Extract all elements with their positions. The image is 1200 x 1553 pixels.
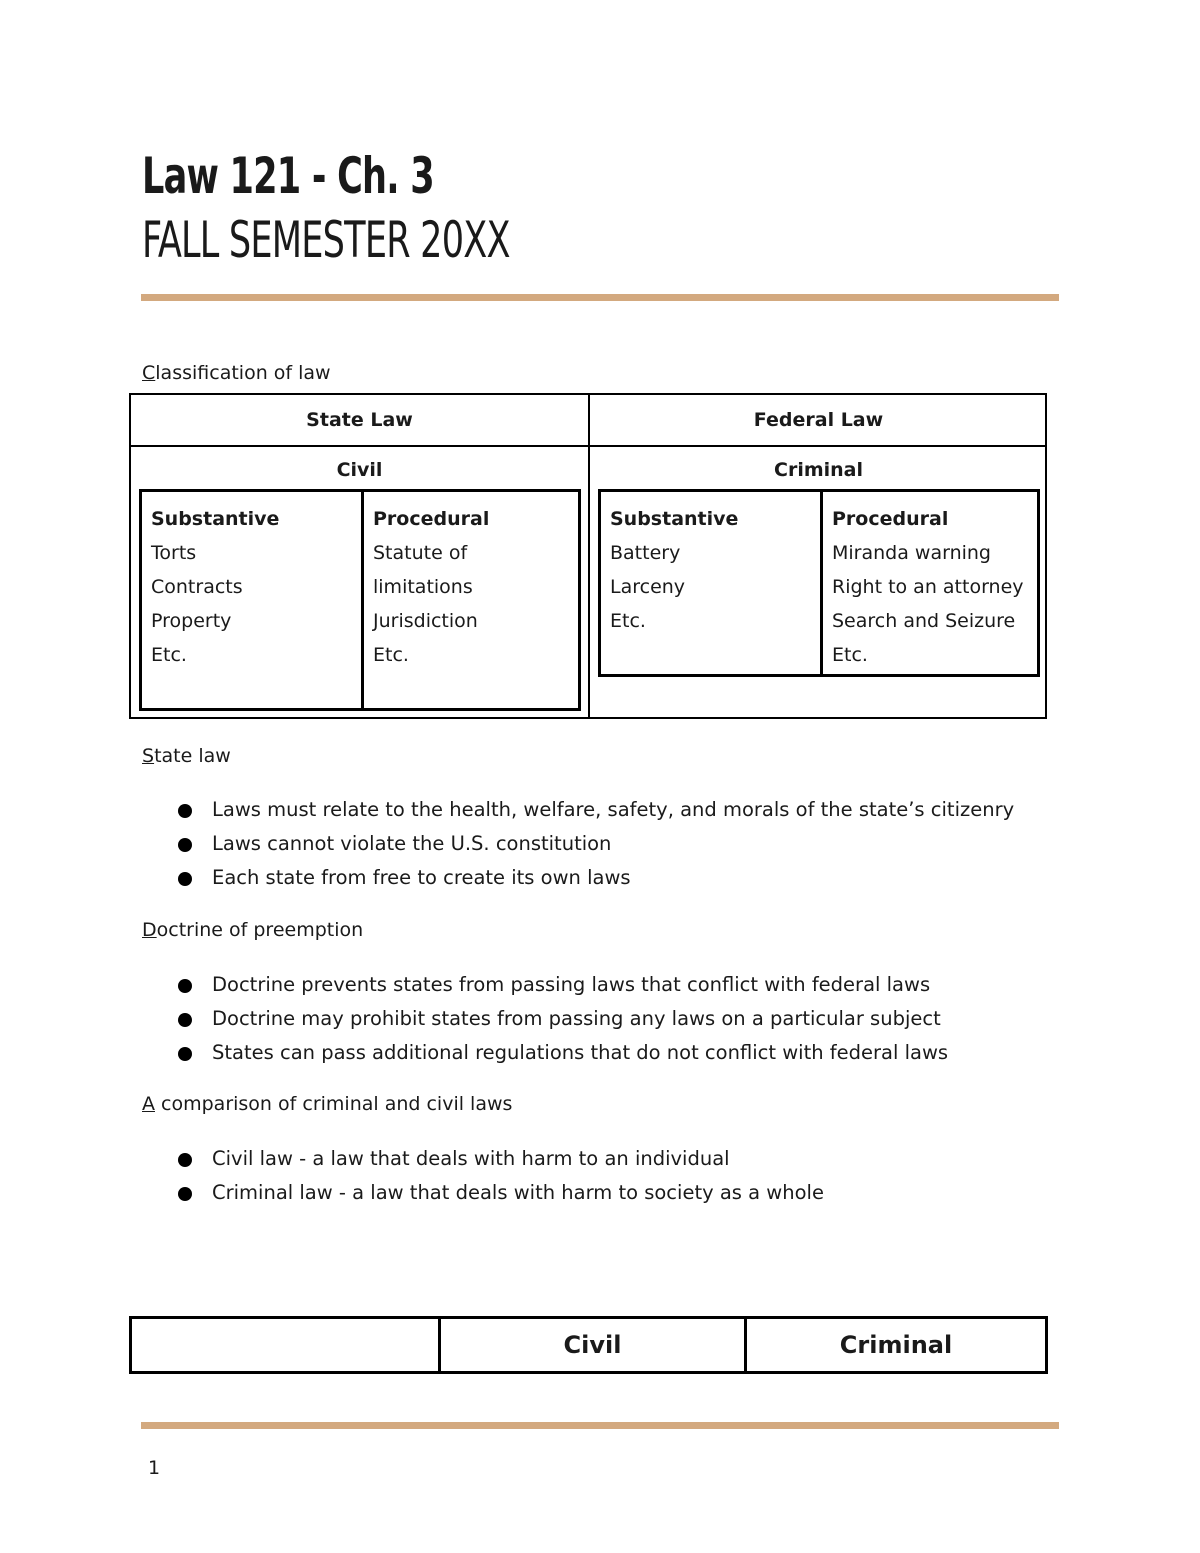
criminal-label: Criminal — [774, 459, 863, 481]
criminal-procedural-item: Search and Seizure — [832, 610, 1016, 632]
criminal-substantive-column — [601, 492, 820, 674]
civil-procedural-title: Procedural — [373, 508, 490, 530]
criminal-substantive-item: Larceny — [610, 576, 686, 598]
comparison-heading: A comparison of criminal and civil laws — [142, 1093, 513, 1115]
civil-procedural-item: limitations — [373, 576, 473, 598]
state-law-header: State Law — [306, 409, 413, 431]
document-title — [142, 148, 613, 269]
civil-procedural-item: Jurisdiction — [373, 610, 478, 632]
comparison-civil-header: Civil — [438, 1319, 744, 1371]
criminal-procedural-item: Miranda warning — [832, 542, 991, 564]
list-item: States can pass additional regulations that do not conflict with federal laws — [176, 1036, 948, 1070]
list-item: Civil law - a law that deals with harm to an individual — [176, 1142, 824, 1176]
criminal-procedural-column — [820, 492, 1037, 674]
criminal-substantive-item: Battery — [610, 542, 681, 564]
civil-procedural-item: Etc. — [373, 644, 409, 666]
list-item: Doctrine may prohibit states from passing any laws on a particular subject — [176, 1002, 948, 1036]
criminal-substantive-title: Substantive — [610, 508, 739, 530]
criminal-procedural-title: Procedural — [832, 508, 949, 530]
comparison-table — [129, 1316, 1048, 1374]
civil-substantive-item: Etc. — [151, 644, 187, 666]
comparison-list — [176, 1142, 824, 1210]
comparison-blank-cell — [132, 1319, 438, 1371]
classification-heading: Classification of law — [142, 362, 331, 384]
civil-substantive-item: Contracts — [151, 576, 243, 598]
civil-substantive-title: Substantive — [151, 508, 280, 530]
title-semester: FALL SEMESTER 20XX — [142, 210, 510, 269]
list-item: Criminal law - a law that deals with harm to society as a whole — [176, 1176, 824, 1210]
criminal-procedural-item: Etc. — [832, 644, 868, 666]
title-course: Law 121 - Ch. 3 — [142, 147, 434, 205]
civil-procedural-column — [361, 492, 578, 708]
table-divider-horizontal — [131, 445, 1045, 447]
criminal-procedural-item: Right to an attorney — [832, 576, 1024, 598]
comparison-criminal-header: Criminal — [744, 1319, 1045, 1371]
civil-substantive-column — [142, 492, 361, 708]
footer-rule — [141, 1422, 1059, 1429]
classification-table — [129, 393, 1047, 719]
federal-law-header: Federal Law — [753, 409, 884, 431]
criminal-substantive-item: Etc. — [610, 610, 646, 632]
preemption-heading: Doctrine of preemption — [142, 919, 364, 941]
state-law-list — [176, 793, 1014, 895]
list-item: Doctrine prevents states from passing laws that conflict with federal laws — [176, 968, 948, 1002]
list-item: Each state from free to create its own laws — [176, 861, 1014, 895]
civil-inner-table — [139, 489, 581, 711]
civil-procedural-item: Statute of — [373, 542, 468, 564]
page-number: 1 — [148, 1457, 161, 1479]
civil-substantive-item: Property — [151, 610, 232, 632]
list-item: Laws cannot violate the U.S. constitution — [176, 827, 1014, 861]
civil-label: Civil — [336, 459, 383, 481]
state-law-heading: State law — [142, 745, 231, 767]
list-item: Laws must relate to the health, welfare, safety, and morals of the state’s citizenry — [176, 793, 1014, 827]
header-rule — [141, 294, 1059, 301]
preemption-list — [176, 968, 948, 1070]
criminal-inner-table — [598, 489, 1040, 677]
civil-substantive-item: Torts — [151, 542, 197, 564]
